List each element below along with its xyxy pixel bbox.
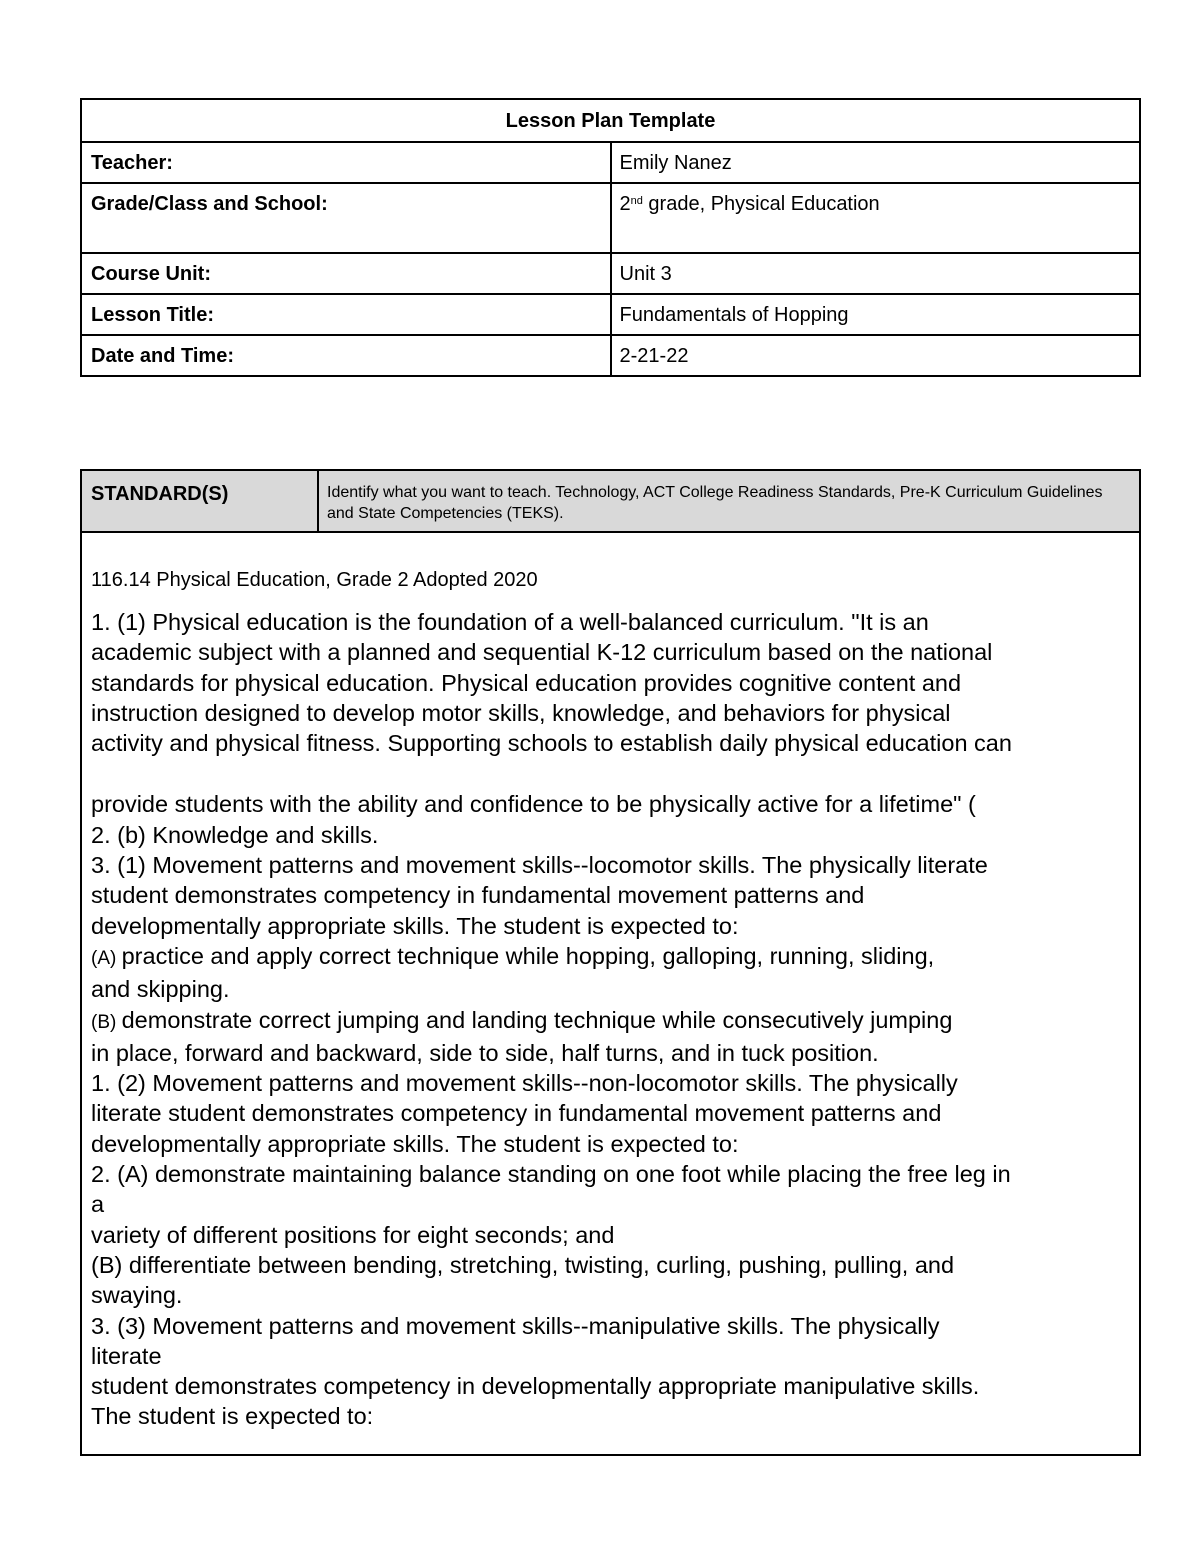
course-unit-value: Unit 3: [611, 253, 1141, 294]
lesson-title-label: Lesson Title:: [81, 294, 611, 335]
standards-line: The student is expected to:: [91, 1403, 374, 1430]
lesson-info-table: [80, 98, 1141, 377]
course-unit-label: Course Unit:: [81, 253, 611, 294]
standards-table: [80, 469, 1141, 1456]
standards-line: variety of different positions for eight seconds; and: [91, 1221, 615, 1248]
standards-label: STANDARD(S): [81, 470, 318, 532]
standards-line: in place, forward and backward, side to side, half turns, and in tuck position.: [91, 1039, 879, 1066]
standards-line: developmentally appropriate skills. The student is expected to:: [91, 912, 739, 939]
standards-description: Identify what you want to teach. Technology, ACT College Readiness Standards, Pre-K Curriculum Guidelines and State Competencies (TEKS).: [318, 470, 1140, 532]
teacher-value: Emily Nanez: [611, 142, 1141, 183]
standards-line: standards for physical education. Physical education provides cognitive content and: [91, 669, 962, 696]
standards-line: academic subject with a planned and sequential K-12 curriculum based on the national: [91, 639, 993, 666]
grade-value: 2nd grade, Physical Education: [611, 183, 1141, 253]
standards-line: (B) demonstrate correct jumping and landing technique while consecutively jumping: [91, 1006, 953, 1033]
grade-label: Grade/Class and School:: [81, 183, 611, 253]
table-title: Lesson Plan Template: [81, 99, 1140, 142]
standards-line: instruction designed to develop motor skills, knowledge, and behaviors for physical: [91, 699, 951, 726]
standards-line: student demonstrates competency in developmentally appropriate manipulative skills.: [91, 1373, 980, 1400]
standards-line: literate: [91, 1342, 162, 1369]
date-time-label: Date and Time:: [81, 335, 611, 376]
date-time-value: 2-21-22: [611, 335, 1141, 376]
standards-line: a: [91, 1191, 105, 1218]
standards-line: [91, 758, 1127, 789]
standards-line: 3. (1) Movement patterns and movement skills--locomotor skills. The physically literate: [91, 852, 988, 879]
standards-line: 2. (b) Knowledge and skills.: [91, 821, 379, 848]
standards-line: 1. (2) Movement patterns and movement skills--non-locomotor skills. The physically: [91, 1070, 958, 1097]
standards-line: student demonstrates competency in fundamental movement patterns and: [91, 882, 865, 909]
standards-line: (A) practice and apply correct technique while hopping, galloping, running, sliding,: [91, 942, 935, 969]
standards-line: 1. (1) Physical education is the foundation of a well-balanced curriculum. "It is an: [91, 609, 929, 635]
standards-line: swaying.: [91, 1282, 183, 1309]
standards-line: (B) differentiate between bending, stretching, twisting, curling, pushing, pulling, and: [91, 1251, 955, 1278]
standards-intro: 116.14 Physical Education, Grade 2 Adopted 2020: [91, 569, 538, 591]
standards-text: [91, 607, 1127, 1432]
standards-content: [81, 532, 1140, 1455]
standards-line: literate student demonstrates competency in fundamental movement patterns and: [91, 1100, 942, 1127]
standards-line: 2. (A) demonstrate maintaining balance standing on one foot while placing the free leg in: [91, 1161, 1011, 1188]
standards-line: developmentally appropriate skills. The student is expected to:: [91, 1130, 739, 1157]
teacher-label: Teacher:: [81, 142, 611, 183]
standards-line: 3. (3) Movement patterns and movement skills--manipulative skills. The physically: [91, 1312, 940, 1339]
standards-line: and skipping.: [91, 976, 230, 1003]
lesson-title-value: Fundamentals of Hopping: [611, 294, 1141, 335]
standards-line: activity and physical fitness. Supporting schools to establish daily physical education can: [91, 730, 1012, 757]
standards-line: provide students with the ability and confidence to be physically active for a lifetime" (: [91, 791, 976, 818]
